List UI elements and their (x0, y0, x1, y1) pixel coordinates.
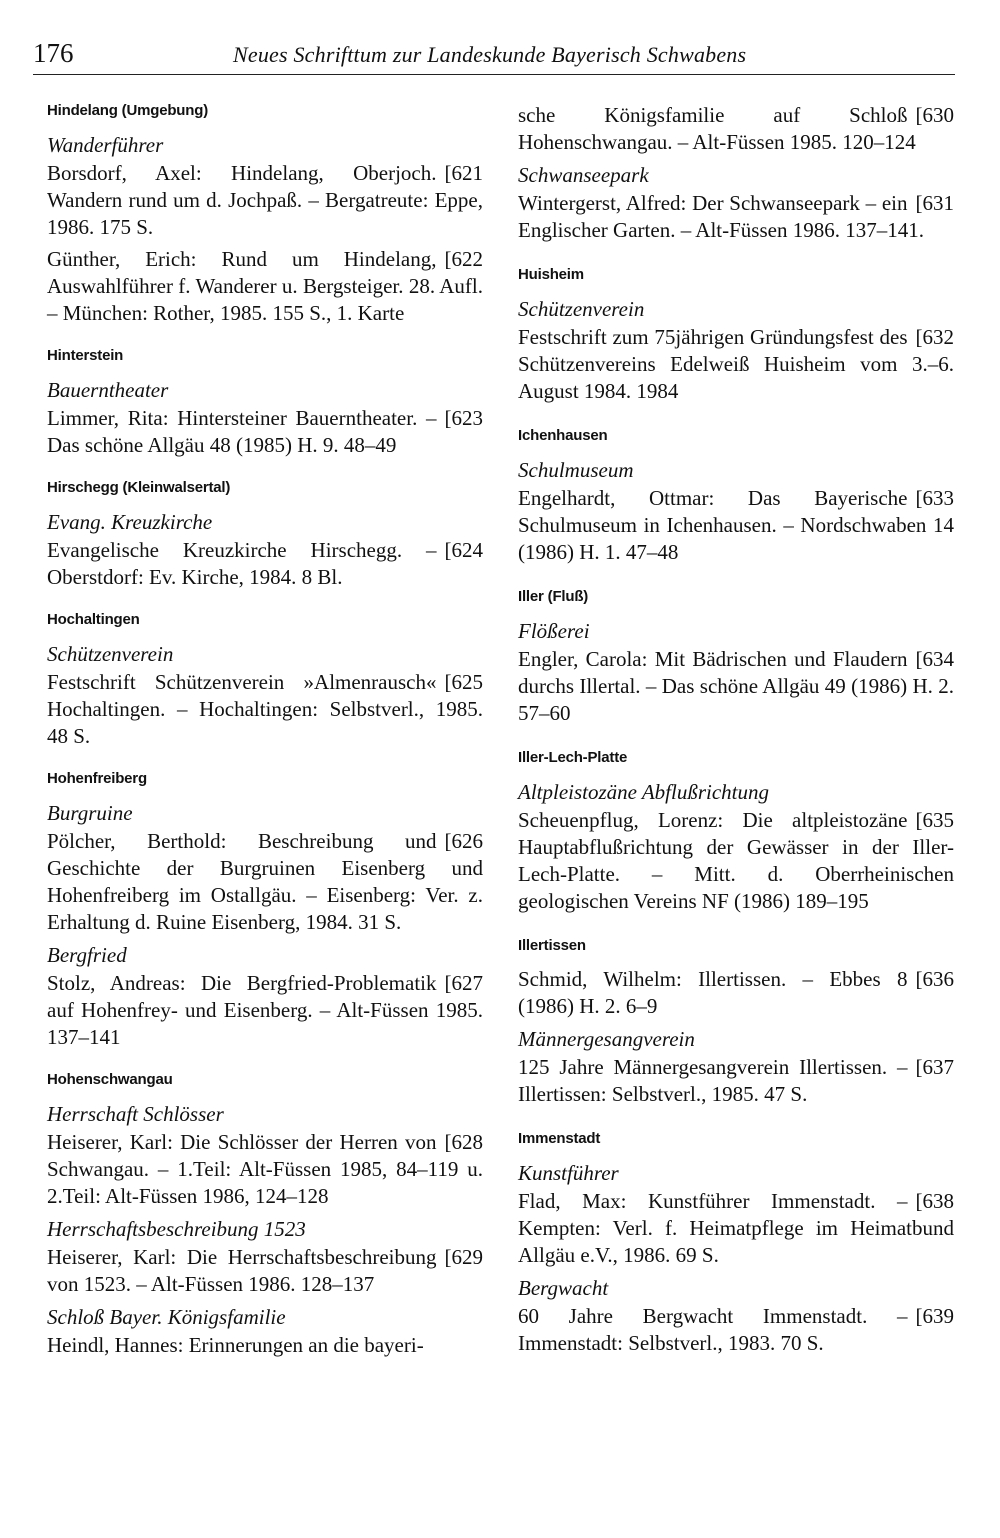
bibliography-entry (47, 246, 483, 327)
subject-heading: Schulmuseum (518, 458, 634, 482)
subject-heading: Evang. Kreuzkirche (47, 510, 213, 534)
entry-text: Flad, Max: Kunstführer Immenstadt. – Kempten: Verl. f. Heimatpflege im Heimatbund Allgäu e.V., 1986. 69 S. (518, 1189, 954, 1267)
bibliography-entry (518, 1303, 954, 1357)
entry-text: sche Königsfamilie auf Schloß Hohenschwangau. – Alt-Füssen 1985. 120–124 (518, 103, 916, 154)
subject-heading: Bergwacht (518, 1276, 609, 1300)
bibliography-section (47, 102, 483, 327)
bibliography-entry (47, 537, 483, 591)
subject-heading: Bauerntheater (47, 378, 169, 402)
place-heading: Hohenschwangau (47, 1071, 173, 1088)
entry-text: Borsdorf, Axel: Hindelang, Oberjoch. Wandern rund um d. Jochpaß. – Bergatreute: Eppe, 1986. 175 S. (47, 161, 483, 239)
entry-number: [634 (915, 647, 954, 671)
page-header (33, 38, 955, 75)
entry-number: [638 (915, 1189, 954, 1213)
entry-text: Günther, Erich: Rund um Hindelang, Auswahlführer f. Wanderer u. Bergsteiger. 28. Aufl. – München: Rother, 1985. 155 S., 1. Karte (47, 247, 483, 325)
bibliography-entry (518, 190, 954, 244)
subject-heading: Schloß Bayer. Königsfamilie (47, 1305, 286, 1329)
bibliography-entry (47, 1129, 483, 1210)
bibliography-entry (518, 966, 954, 1020)
entry-text: Engelhardt, Ottmar: Das Bayerische Schulmuseum in Ichenhausen. – Nordschwaben 14 (1986) H. 1. 47–48 (518, 486, 954, 564)
place-heading: Hindelang (Umgebung) (47, 102, 208, 119)
subject-heading: Herrschaft Schlösser (47, 1102, 224, 1126)
entry-text: Heiserer, Karl: Die Herrschaftsbeschreibung von 1523. – Alt-Füssen 1986. 128–137 (47, 1245, 437, 1296)
subject-heading: Schwanseepark (518, 163, 649, 187)
entry-number: [627 (444, 971, 483, 995)
place-heading: Huisheim (518, 266, 584, 283)
bibliography-section (518, 266, 954, 405)
bibliography-section (47, 479, 483, 591)
place-heading: Hochaltingen (47, 611, 140, 628)
place-heading: Ichenhausen (518, 427, 608, 444)
entry-text: Festschrift Schützenverein »Almenrausch« Hochaltingen. – Hochaltingen: Selbstverl., 1985. 48 S. (47, 670, 483, 748)
bibliography-entry (518, 1054, 954, 1108)
entry-number: [632 (915, 325, 954, 349)
bibliography-section (518, 427, 954, 566)
bibliography-entry (518, 485, 954, 566)
right-column (518, 102, 954, 1379)
place-heading: Illertissen (518, 937, 586, 954)
place-heading: Hirschegg (Kleinwalsertal) (47, 479, 231, 496)
entry-text: Evangelische Kreuzkirche Hirschegg. – Oberstdorf: Ev. Kirche, 1984. 8 Bl. (47, 538, 437, 589)
bibliography-entry (47, 970, 483, 1051)
bibliography-section (518, 749, 954, 915)
entry-number: [621 (444, 161, 483, 185)
subject-heading: Kunstführer (518, 1161, 619, 1185)
bibliography-entry (518, 102, 954, 156)
place-heading: Iller-Lech-Platte (518, 749, 628, 766)
bibliography-entry (47, 1244, 483, 1298)
entry-text: Stolz, Andreas: Die Bergfried-Problematik auf Hohenfrey- und Eisenberg. – Alt-Füssen 1985. 137–141 (47, 971, 483, 1049)
entry-number: [626 (444, 829, 483, 853)
place-heading: Iller (Fluß) (518, 588, 589, 605)
place-heading: Hinterstein (47, 347, 124, 364)
entry-text: Scheuenpflug, Lorenz: Die altpleistozäne Hauptabflußrichtung der Gewässer in der Iller-Lech-Platte. – Mitt. d. Oberrheinischen geologischen Vereins NF (1986) 189–195 (518, 808, 954, 913)
bibliography-section (47, 347, 483, 459)
bibliography-entry (518, 646, 954, 727)
entry-number: [635 (915, 808, 954, 832)
entry-text: Heiserer, Karl: Die Schlösser der Herren von Schwangau. – 1.Teil: Alt-Füssen 1985, 84–119 u. 2.Teil: Alt-Füssen 1986, 124–128 (47, 1130, 483, 1208)
entry-number: [623 (444, 406, 483, 430)
entry-number: [631 (915, 191, 954, 215)
place-heading: Immenstadt (518, 1130, 601, 1147)
bibliography-entry (47, 160, 483, 241)
running-title: Neues Schrifttum zur Landeskunde Bayerisch Schwabens (233, 42, 747, 67)
bibliography-section (47, 611, 483, 750)
bibliography-section (518, 588, 954, 727)
bibliography-entry (518, 1188, 954, 1269)
subject-heading: Schützenverein (47, 642, 174, 666)
subject-heading: Flößerei (518, 619, 590, 643)
subject-heading: Wanderführer (47, 133, 164, 157)
entry-number: [625 (444, 670, 483, 694)
bibliography-entry (47, 669, 483, 750)
entry-text: 60 Jahre Bergwacht Immenstadt. – Immenstadt: Selbstverl., 1983. 70 S. (518, 1304, 908, 1355)
entry-text: Limmer, Rita: Hintersteiner Bauerntheater. – Das schöne Allgäu 48 (1985) H. 9. 48–49 (47, 406, 437, 457)
subject-heading: Bergfried (47, 943, 127, 967)
entry-number: [633 (915, 486, 954, 510)
entry-number: [624 (444, 538, 483, 562)
entry-text: Schmid, Wilhelm: Illertissen. – Ebbes 8 (1986) H. 2. 6–9 (518, 967, 908, 1018)
page-number: 176 (33, 38, 74, 68)
bibliography-section (518, 937, 954, 1108)
bibliography-section (47, 770, 483, 1051)
bibliography-entry (518, 807, 954, 915)
entry-number: [628 (444, 1130, 483, 1154)
entry-text: Engler, Carola: Mit Bädrischen und Flaudern durchs Illertal. – Das schöne Allgäu 49 (1986) H. 2. 57–60 (518, 647, 954, 725)
bibliography-entry (47, 405, 483, 459)
subject-heading: Männergesangverein (518, 1027, 695, 1051)
bibliography-section (47, 1071, 483, 1359)
subject-heading: Herrschaftsbeschreibung 1523 (47, 1217, 306, 1241)
subject-heading: Schützenverein (518, 297, 645, 321)
entry-text: Pölcher, Berthold: Beschreibung und Geschichte der Burgruinen Eisenberg und Hohenfreiberg im Ostallgäu. – Eisenberg: Ver. z. Erhaltung d. Ruine Eisenberg, 1984. 31 S. (47, 829, 483, 934)
entry-number: [636 (915, 967, 954, 991)
entry-number: [637 (915, 1055, 954, 1079)
place-heading: Hohenfreiberg (47, 770, 147, 787)
subject-heading: Altpleistozäne Abflußrichtung (518, 780, 770, 804)
entry-number: [629 (444, 1245, 483, 1269)
entry-number: [639 (915, 1304, 954, 1328)
bibliography-section (518, 102, 954, 244)
entry-text: Heindl, Hannes: Erinnerungen an die bayeri- (47, 1333, 424, 1357)
bibliography-entry (47, 1332, 483, 1359)
left-column (47, 102, 483, 1379)
entry-number: [622 (444, 247, 483, 271)
subject-heading: Burgruine (47, 801, 133, 825)
bibliography-entry (518, 324, 954, 405)
bibliography-section (518, 1130, 954, 1357)
entry-text: 125 Jahre Männergesangverein Illertissen. – Illertissen: Selbstverl., 1985. 47 S. (518, 1055, 908, 1106)
entry-number: [630 (915, 103, 954, 127)
entry-text: Wintergerst, Alfred: Der Schwanseepark – ein Englischer Garten. – Alt-Füssen 1986. 137–141. (518, 191, 924, 242)
bibliography-entry (47, 828, 483, 936)
entry-text: Festschrift zum 75jährigen Gründungsfest des Schützenvereins Edelweiß Huisheim vom 3.–6. August 1984. 1984 (518, 325, 954, 403)
